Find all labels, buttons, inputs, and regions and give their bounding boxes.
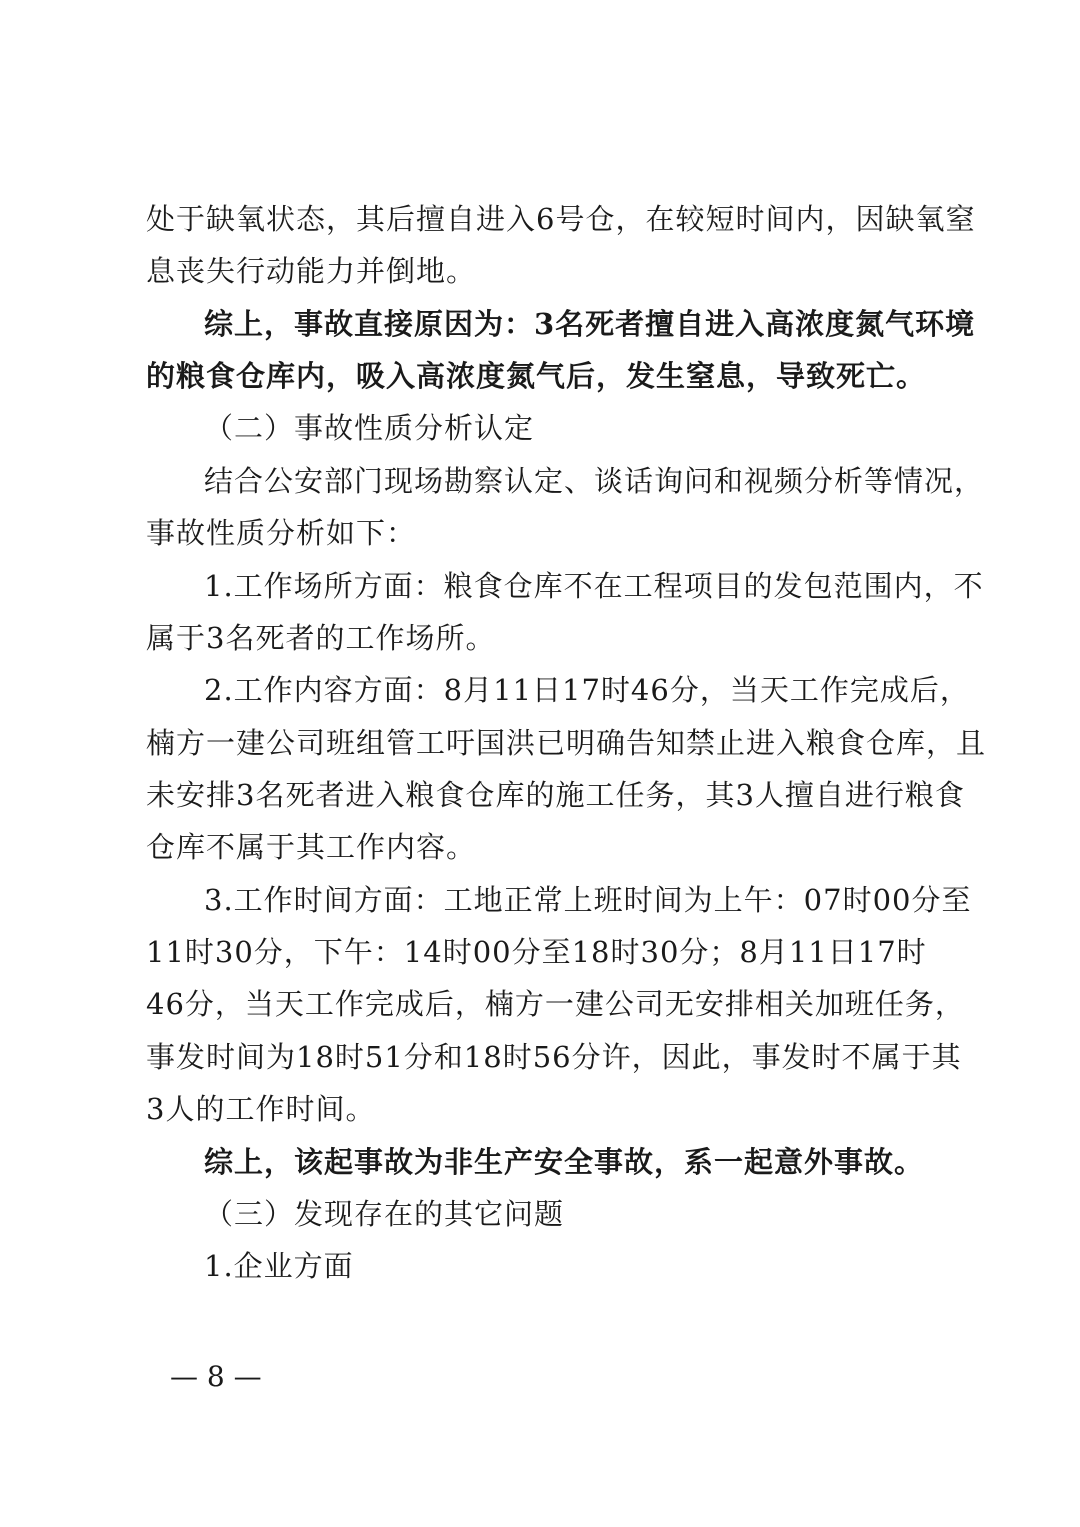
paragraph-line: 事故性质分析如下： [146,516,417,550]
paragraph-line: 仓库不属于其工作内容。 [146,830,477,864]
conclusion-line: 综上，事故直接原因为：3名死者擅自进入高浓度氮气环境 [204,307,976,341]
item-work-time: 3.工作时间方面：工地正常上班时间为上午：07时00分至 [204,883,972,917]
conclusion-line: 综上，该起事故为非生产安全事故，系一起意外事故。 [204,1145,925,1179]
item-workplace: 1.工作场所方面：粮食仓库不在工程项目的发包范围内，不 [204,569,984,603]
paragraph-line: 事发时间为18时51分和18时56分许，因此，事发时不属于其 [146,1040,962,1074]
conclusion-line: 的粮食仓库内，吸入高浓度氮气后，发生窒息，导致死亡。 [146,359,927,393]
section-heading: （二）事故性质分析认定 [204,411,535,445]
subsection-heading: 1.企业方面 [204,1249,354,1283]
paragraph-line: 46分，当天工作完成后，楠方一建公司无安排相关加班任务， [146,987,965,1021]
paragraph-line: 3人的工作时间。 [146,1092,376,1126]
paragraph-line: 处于缺氧状态，其后擅自进入6号仓，在较短时间内，因缺氧窒 [146,202,976,236]
paragraph-line: 楠方一建公司班组管工吁国洪已明确告知禁止进入粮食仓库，且 [146,726,987,760]
paragraph-line: 结合公安部门现场勘察认定、谈话询问和视频分析等情况， [204,464,985,498]
paragraph-line: 息丧失行动能力并倒地。 [146,254,477,288]
page-number: — 8 — [170,1360,262,1393]
paragraph-line: 11时30分，下午：14时00分至18时30分；8月11日17时 [146,935,927,969]
paragraph-line: 属于3名死者的工作场所。 [146,621,496,655]
item-work-content: 2.工作内容方面：8月11日17时46分，当天工作完成后， [204,673,970,707]
paragraph-line: 未安排3名死者进入粮食仓库的施工任务，其3人擅自进行粮食 [146,778,965,812]
section-heading: （三）发现存在的其它问题 [204,1197,565,1231]
